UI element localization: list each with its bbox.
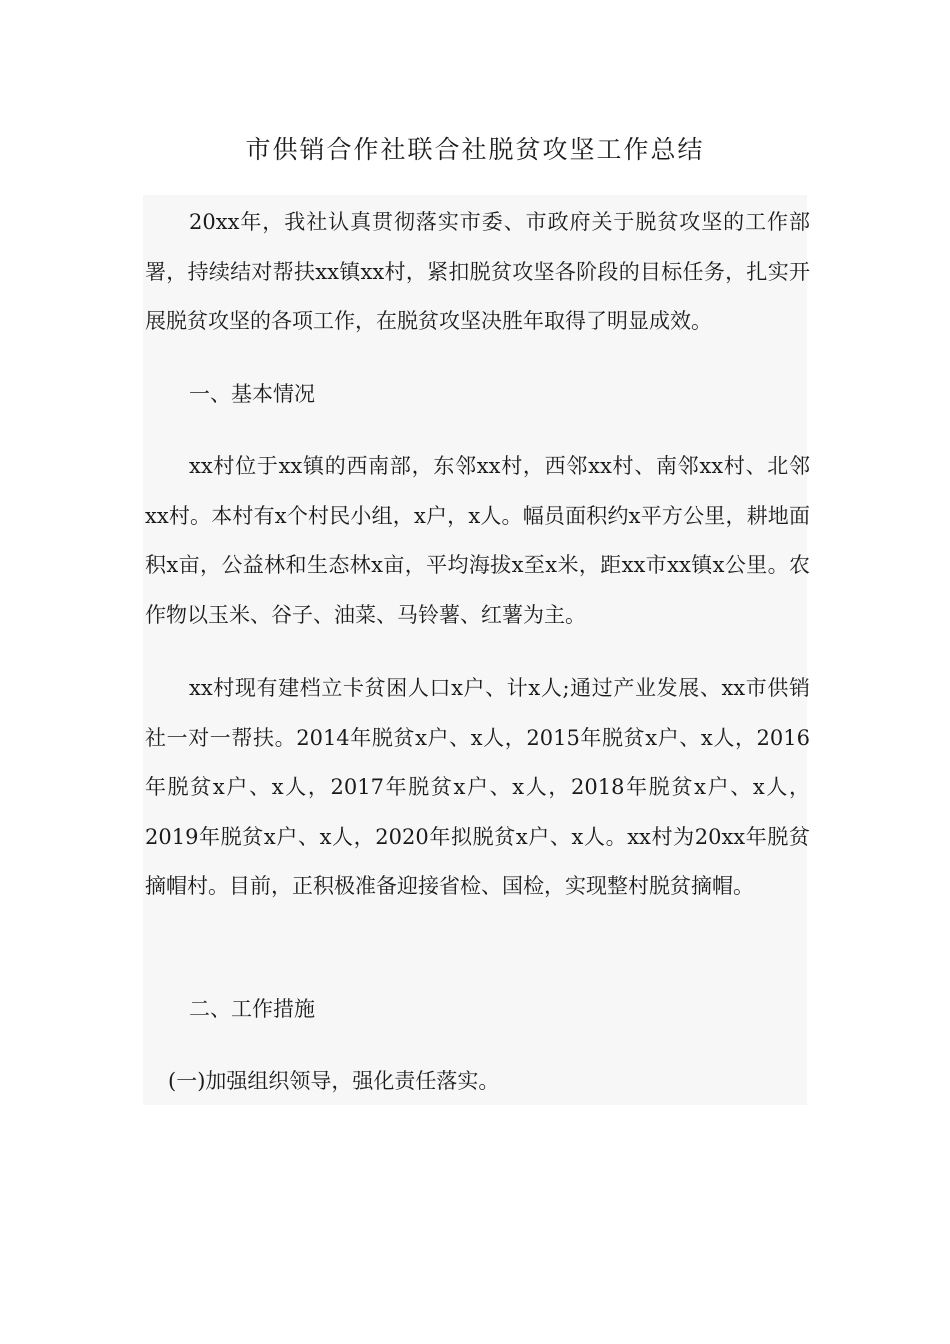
paragraph-village-overview: xx村位于xx镇的西南部，东邻xx村，西邻xx村、南邻xx村、北邻xx村。本村有x个村民小组，x户，x人。幅员面积约x平方公里，耕地面积x亩，公益林和生态林x亩，平均海拔x至x米，距xx市xx镇x公里。农作物以玉米、谷子、油菜、马铃薯、红薯为主。 [145, 454, 810, 627]
section-heading-work-measures: 二、工作措施 [189, 997, 315, 1021]
paragraph-poverty-status: xx村现有建档立卡贫困人口x户、计x人;通过产业发展、xx市供销社一对一帮扶。2014年脱贫x户、x人，2015年脱贫x户、x人，2016年脱贫x户、x人，2017年脱贫x户、x人，2018年脱贫x户、x人，2019年脱贫x户、x人，2020年拟脱贫x户、x人。xx村为20xx年脱贫摘帽村。目前，正积极准备迎接省检、国检，实现整村脱贫摘帽。 [145, 676, 810, 898]
document-title: 市供销合作社联合社脱贫攻坚工作总结 [245, 135, 705, 164]
section-heading-basic-info: 一、基本情况 [189, 382, 315, 406]
sub-heading-organization: (一)加强组织领导，强化责任落实。 [168, 1069, 500, 1093]
intro-paragraph: 20xx年，我社认真贯彻落实市委、市政府关于脱贫攻坚的工作部署，持续结对帮扶xx镇xx村，紧扣脱贫攻坚各阶段的目标任务，扎实开展脱贫攻坚的各项工作，在脱贫攻坚决胜年取得了明显成效。 [145, 210, 810, 333]
